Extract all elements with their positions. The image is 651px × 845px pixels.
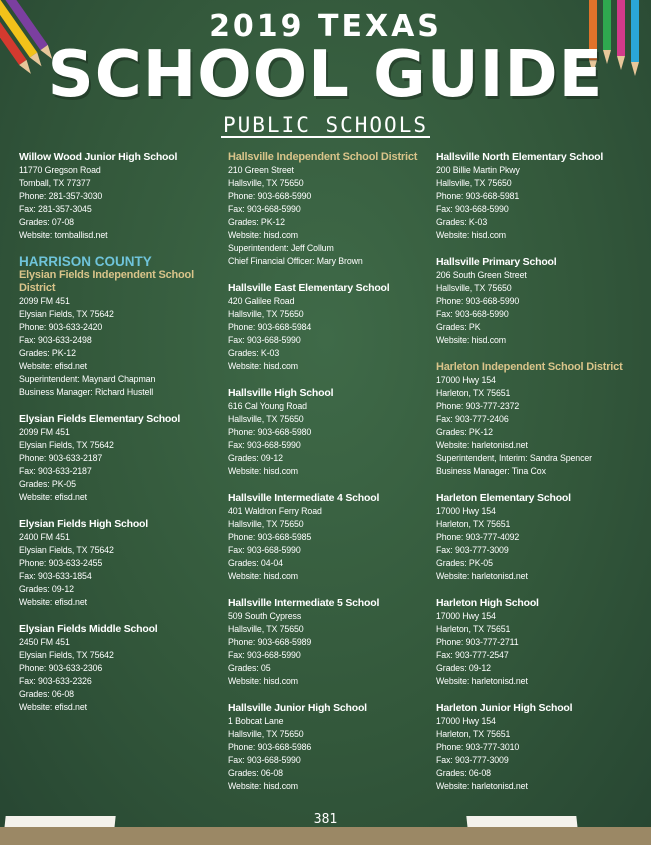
school-entry xyxy=(228,282,433,373)
entry-detail-line: Website: hisd.com xyxy=(436,230,507,240)
column-3 xyxy=(436,151,641,807)
entry-detail-line: Harleton, TX 75651 xyxy=(436,729,511,739)
entry-detail-line: Website: hisd.com xyxy=(436,335,507,345)
entry-detail-line: Phone: 903-668-5984 xyxy=(228,322,312,332)
district-entry xyxy=(19,254,224,399)
entry-detail-line: Grades: 06-08 xyxy=(19,689,74,699)
entry-detail-line: 420 Galilee Road xyxy=(228,296,295,306)
entry-detail-line: Grades: 06-08 xyxy=(436,768,491,778)
school-entry xyxy=(228,597,433,688)
entry-detail-line: Elysian Fields, TX 75642 xyxy=(19,545,114,555)
entry-detail-line: Phone: 903-633-2420 xyxy=(19,322,103,332)
entry-detail-line: Grades: PK-05 xyxy=(19,479,76,489)
entry-detail-line: Website: hisd.com xyxy=(228,361,299,371)
entry-detail-line: Phone: 903-777-4092 xyxy=(436,532,520,542)
entry-detail-line: Fax: 903-668-5990 xyxy=(228,755,301,765)
entry-detail-line: Hallsville, TX 75650 xyxy=(228,178,304,188)
entry-detail-line: Fax: 903-633-2498 xyxy=(19,335,92,345)
entry-detail-line: 17000 Hwy 154 xyxy=(436,375,496,385)
entry-detail-line: Fax: 903-633-1854 xyxy=(19,571,92,581)
school-entry xyxy=(228,492,433,583)
entry-detail-line: 2450 FM 451 xyxy=(19,637,70,647)
entry-detail-line: Website: hisd.com xyxy=(228,230,299,240)
entry-detail-line: Phone: 903-668-5986 xyxy=(228,742,312,752)
school-name: Hallsville High School xyxy=(228,387,334,399)
school-entry xyxy=(19,518,224,609)
entry-detail-line: 210 Green Street xyxy=(228,165,294,175)
entry-detail-line: Website: efisd.net xyxy=(19,597,87,607)
entry-detail-line: Website: efisd.net xyxy=(19,492,87,502)
school-name: Hallsville East Elementary School xyxy=(228,282,390,294)
entry-detail-line: Grades: K-03 xyxy=(228,348,280,358)
entry-detail-line: Grades: 09-12 xyxy=(19,584,74,594)
entry-detail-line: Hallsville, TX 75650 xyxy=(436,283,512,293)
entry-detail-line: 2400 FM 451 xyxy=(19,532,70,542)
entry-detail-line: Website: harletonisd.net xyxy=(436,781,528,791)
school-entry xyxy=(436,256,641,347)
entry-detail-line: 17000 Hwy 154 xyxy=(436,716,496,726)
entry-detail-line: Fax: 903-668-5990 xyxy=(228,650,301,660)
guide-title: SCHOOL GUIDE xyxy=(47,38,604,112)
entry-detail-line: Fax: 903-668-5990 xyxy=(228,204,301,214)
entry-detail-line: Grades: PK xyxy=(436,322,481,332)
entry-detail-line: Website: hisd.com xyxy=(228,571,299,581)
entry-detail-line: Fax: 903-777-2547 xyxy=(436,650,509,660)
entry-detail-line: Phone: 903-633-2455 xyxy=(19,558,103,568)
entry-detail-line: 1 Bobcat Lane xyxy=(228,716,284,726)
column-1 xyxy=(19,151,224,728)
column-2 xyxy=(228,151,433,807)
entry-detail-line: Superintendent, Interim: Sandra Spencer xyxy=(436,453,593,463)
district-name: Hallsville Independent School District xyxy=(228,151,418,163)
entry-detail-line: Fax: 903-633-2187 xyxy=(19,466,92,476)
entry-detail-line: 17000 Hwy 154 xyxy=(436,506,496,516)
school-name: Elysian Fields Elementary School xyxy=(19,413,181,425)
school-name: Harleton Elementary School xyxy=(436,492,571,504)
entry-detail-line: Grades: PK-05 xyxy=(436,558,493,568)
entry-detail-line: Tomball, TX 77377 xyxy=(19,178,91,188)
entry-detail-line: Phone: 903-668-5985 xyxy=(228,532,312,542)
entry-detail-line: 200 Billie Martin Pkwy xyxy=(436,165,520,175)
entry-detail-line: Grades: 04-04 xyxy=(228,558,283,568)
entry-detail-line: Harleton, TX 75651 xyxy=(436,388,511,398)
school-name: Harleton Junior High School xyxy=(436,702,573,714)
entry-detail-line: Website: harletonisd.net xyxy=(436,571,528,581)
county-heading: HARRISON COUNTY xyxy=(19,254,152,269)
entry-detail-line: Phone: 903-633-2187 xyxy=(19,453,103,463)
entry-detail-line: Website: efisd.net xyxy=(19,702,87,712)
entry-detail-line: 401 Waldron Ferry Road xyxy=(228,506,322,516)
school-entry xyxy=(436,151,641,242)
page-number: 381 xyxy=(313,812,338,827)
school-entry xyxy=(436,702,641,793)
entry-detail-line: Phone: 281-357-3030 xyxy=(19,191,103,201)
entry-detail-line: Fax: 903-668-5990 xyxy=(436,204,509,214)
entry-detail-line: Fax: 903-777-3009 xyxy=(436,545,509,555)
entry-detail-line: Fax: 903-668-5990 xyxy=(228,440,301,450)
entry-detail-line: Superintendent: Maynard Chapman xyxy=(19,374,156,384)
entry-detail-line: 616 Cal Young Road xyxy=(228,401,307,411)
school-name: Elysian Fields Middle School xyxy=(19,623,158,635)
entry-detail-line: Hallsville, TX 75650 xyxy=(228,729,304,739)
entry-detail-line: 509 South Cypress xyxy=(228,611,302,621)
entry-detail-line: 206 South Green Street xyxy=(436,270,527,280)
entry-detail-line: Phone: 903-777-2711 xyxy=(436,637,519,647)
entry-detail-line: Grades: 09-12 xyxy=(436,663,491,673)
entry-detail-line: Chief Financial Officer: Mary Brown xyxy=(228,256,363,266)
entry-detail-line: Website: harletonisd.net xyxy=(436,676,528,686)
district-entry xyxy=(228,151,433,268)
school-name: Hallsville Intermediate 4 School xyxy=(228,492,380,504)
entry-detail-line: Website: efisd.net xyxy=(19,361,87,371)
district-name: Elysian Fields Independent School District xyxy=(19,269,194,294)
school-name: Hallsville Primary School xyxy=(436,256,557,268)
entry-detail-line: Website: hisd.com xyxy=(228,466,299,476)
entry-detail-line: Fax: 281-357-3045 xyxy=(19,204,92,214)
entry-detail-line: Fax: 903-777-3009 xyxy=(436,755,509,765)
school-name: Willow Wood Junior High School xyxy=(19,151,178,163)
entry-detail-line: Hallsville, TX 75650 xyxy=(436,178,512,188)
school-name: Elysian Fields High School xyxy=(19,518,148,530)
entry-detail-line: Fax: 903-668-5990 xyxy=(228,545,301,555)
school-name: Harleton High School xyxy=(436,597,539,609)
entry-detail-line: Website: hisd.com xyxy=(228,676,299,686)
entry-detail-line: Website: hisd.com xyxy=(228,781,299,791)
school-name: Hallsville Intermediate 5 School xyxy=(228,597,380,609)
entry-detail-line: Hallsville, TX 75650 xyxy=(228,309,304,319)
page-header xyxy=(0,10,651,138)
entry-detail-line: Phone: 903-777-2372 xyxy=(436,401,520,411)
year-heading: 2019 TEXAS xyxy=(209,9,442,44)
entry-detail-line: Grades: 07-08 xyxy=(19,217,74,227)
entry-detail-line: Elysian Fields, TX 75642 xyxy=(19,309,114,319)
entry-detail-line: Elysian Fields, TX 75642 xyxy=(19,650,114,660)
entry-detail-line: Business Manager: Tina Cox xyxy=(436,466,546,476)
entry-detail-line: Fax: 903-633-2326 xyxy=(19,676,92,686)
entry-detail-line: Phone: 903-668-5981 xyxy=(436,191,520,201)
entry-detail-line: Hallsville, TX 75650 xyxy=(228,414,304,424)
school-name: Hallsville North Elementary School xyxy=(436,151,604,163)
entry-detail-line: Website: harletonisd.net xyxy=(436,440,528,450)
entry-detail-line: Grades: K-03 xyxy=(436,217,488,227)
entry-detail-line: Hallsville, TX 75650 xyxy=(228,624,304,634)
school-name: Hallsville Junior High School xyxy=(228,702,367,714)
entry-detail-line: Superintendent: Jeff Collum xyxy=(228,243,334,253)
entry-detail-line: Website: tomballisd.net xyxy=(19,230,108,240)
entry-detail-line: Fax: 903-668-5990 xyxy=(228,335,301,345)
chalk-ledge xyxy=(0,827,651,845)
entry-detail-line: 11770 Gregson Road xyxy=(19,165,101,175)
entry-detail-line: Fax: 903-668-5990 xyxy=(436,309,509,319)
entry-detail-line: Harleton, TX 75651 xyxy=(436,624,511,634)
entry-detail-line: Phone: 903-668-5990 xyxy=(228,191,312,201)
school-entry xyxy=(228,702,433,793)
school-entry xyxy=(19,413,224,504)
section-subtitle: PUBLIC SCHOOLS xyxy=(222,113,428,137)
entry-detail-line: Phone: 903-668-5989 xyxy=(228,637,312,647)
entry-detail-line: Phone: 903-777-3010 xyxy=(436,742,520,752)
entry-detail-line: Grades: 05 xyxy=(228,663,271,673)
entry-detail-line: Harleton, TX 75651 xyxy=(436,519,511,529)
school-entry xyxy=(19,151,224,242)
entry-detail-line: Grades: 09-12 xyxy=(228,453,283,463)
entry-detail-line: Elysian Fields, TX 75642 xyxy=(19,440,114,450)
entry-detail-line: Grades: 06-08 xyxy=(228,768,283,778)
entry-detail-line: Fax: 903-777-2406 xyxy=(436,414,509,424)
entry-detail-line: Grades: PK-12 xyxy=(19,348,76,358)
school-entry xyxy=(19,623,224,714)
entry-detail-line: Grades: PK-12 xyxy=(228,217,285,227)
entry-detail-line: 2099 FM 451 xyxy=(19,427,70,437)
school-entry xyxy=(436,492,641,583)
entry-detail-line: Phone: 903-668-5990 xyxy=(436,296,520,306)
district-name: Harleton Independent School District xyxy=(436,361,623,373)
entry-detail-line: 2099 FM 451 xyxy=(19,296,70,306)
district-entry xyxy=(436,361,641,478)
entry-detail-line: Hallsville, TX 75650 xyxy=(228,519,304,529)
entry-detail-line: Phone: 903-633-2306 xyxy=(19,663,103,673)
school-entry xyxy=(436,597,641,688)
entry-detail-line: 17000 Hwy 154 xyxy=(436,611,496,621)
entry-detail-line: Phone: 903-668-5980 xyxy=(228,427,312,437)
entry-detail-line: Grades: PK-12 xyxy=(436,427,493,437)
entry-detail-line: Business Manager: Richard Hustell xyxy=(19,387,154,397)
school-entry xyxy=(228,387,433,478)
